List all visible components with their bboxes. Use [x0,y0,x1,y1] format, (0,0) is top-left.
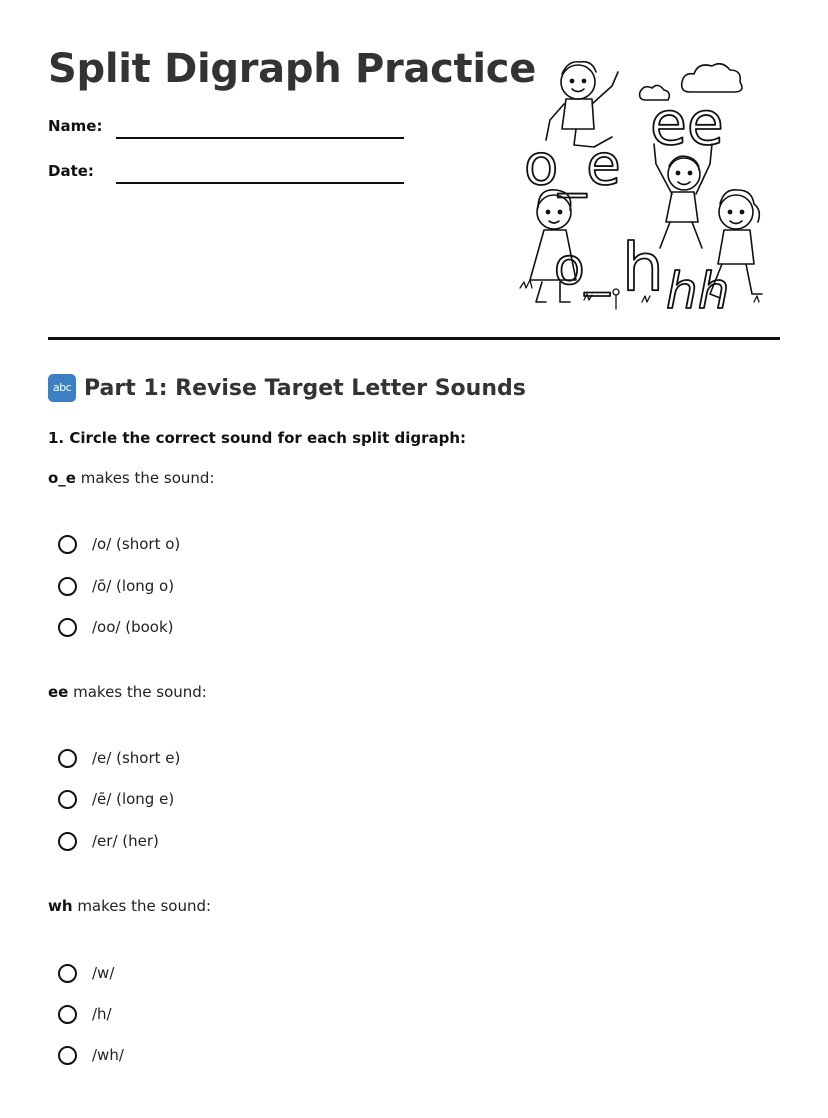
option-oe-3[interactable] [58,615,174,639]
letter-art-oe: o_e [524,133,621,198]
radio-circle[interactable] [58,618,77,637]
question-prompt-ee [48,683,207,701]
prompt-suffix: makes the sound: [75,469,215,487]
radio-circle[interactable] [58,1005,77,1024]
name-field [48,117,408,141]
option-wh-2[interactable] [58,1002,112,1026]
option-ee-2[interactable] [58,787,174,811]
part1-heading [48,374,526,402]
prompt-suffix: makes the sound: [68,683,207,701]
prompt-suffix: makes the sound: [72,897,212,915]
option-label: /o/ (short o) [92,535,181,553]
option-ee-3[interactable] [58,829,159,853]
radio-circle[interactable] [58,832,77,851]
option-oe-2[interactable] [58,574,174,598]
date-label: Date: [48,162,94,180]
radio-circle[interactable] [58,577,77,596]
option-label: /wh/ [92,1046,124,1064]
letter-art-hh: hh [666,262,730,314]
abc-input-icon: abc [48,374,76,402]
radio-circle[interactable] [58,964,77,983]
question-prompt-oe [48,469,215,487]
option-ee-1[interactable] [58,746,180,770]
option-wh-3[interactable] [58,1043,124,1067]
name-label: Name: [48,117,103,135]
digraph-label: o_e [48,469,76,487]
date-field [48,162,408,186]
radio-circle[interactable] [58,790,77,809]
letters-o_e [524,133,621,198]
option-label: /ē/ (long e) [92,790,175,808]
option-oe-1[interactable] [58,532,180,556]
cloud-large [682,64,742,92]
option-label: /ō/ (long o) [92,577,175,595]
option-label: /h/ [92,1005,112,1023]
option-label: /w/ [92,964,115,982]
letter-art-h: h [622,229,664,306]
option-label: /e/ (short e) [92,749,181,767]
date-line[interactable] [116,182,404,184]
question-prompt-wh [48,897,211,915]
name-line[interactable] [116,137,404,139]
letter-art-ee: ee [650,89,724,159]
radio-circle[interactable] [58,749,77,768]
digraph-label: wh [48,897,73,915]
radio-circle[interactable] [58,535,77,554]
letters-ee [650,89,724,159]
digraph-label: ee [48,683,69,701]
option-label: /er/ (her) [92,832,159,850]
section-divider [48,337,780,340]
page-title: Split Digraph Practice [48,46,537,92]
option-label: /oo/ (book) [92,618,174,636]
radio-circle[interactable] [58,1046,77,1065]
option-wh-1[interactable] [58,961,114,985]
question1-instruction: 1. Circle the correct sound for each split digraph: [48,429,467,447]
children-letters-illustration [514,52,776,314]
part1-heading-text: Part 1: Revise Target Letter Sounds [84,375,526,401]
letter-art-o: o_ [554,238,610,296]
